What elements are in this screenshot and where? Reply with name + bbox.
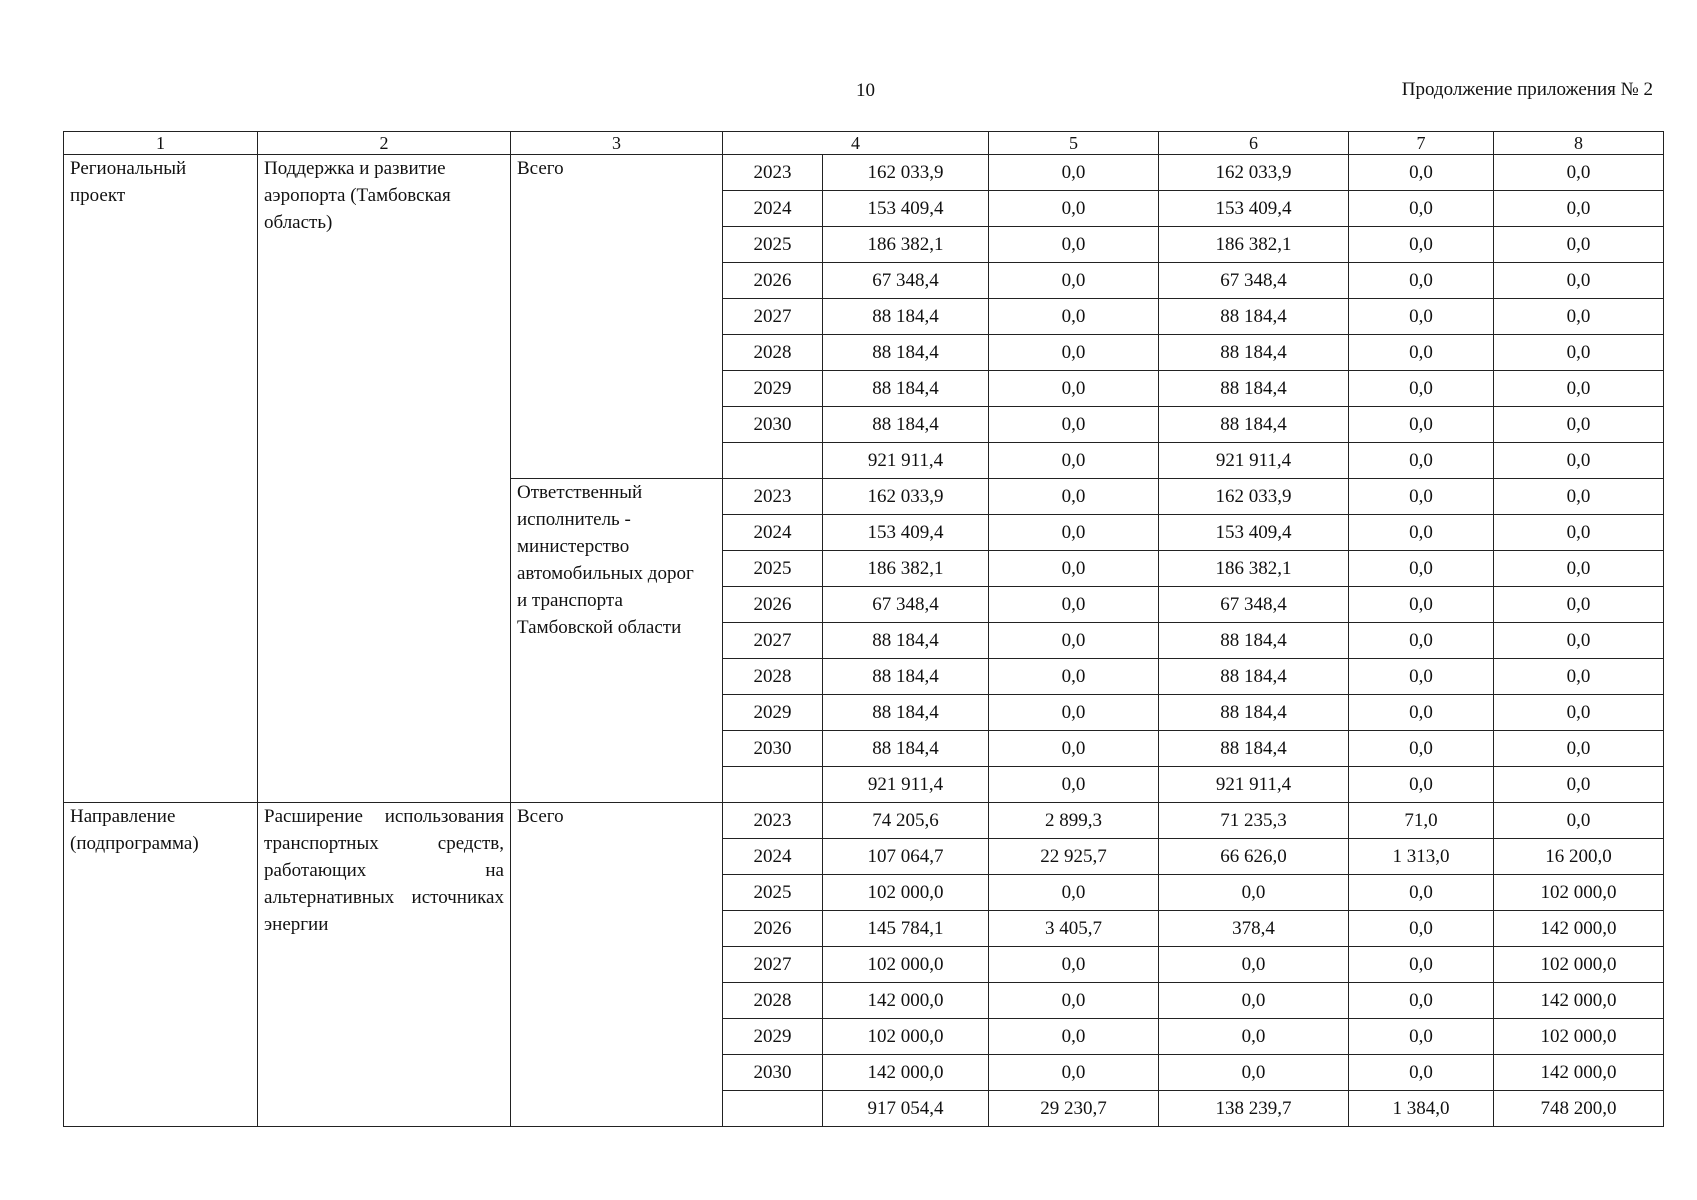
- executor-cell: Всего: [511, 803, 723, 1127]
- value-cell-5: 0,0: [989, 659, 1159, 695]
- value-cell-8: 0,0: [1494, 299, 1664, 335]
- value-cell-7: 0,0: [1349, 299, 1494, 335]
- header-row: [64, 132, 1664, 155]
- value-cell-7: 0,0: [1349, 227, 1494, 263]
- total-label-cell: [723, 767, 823, 803]
- value-cell-5: 2 899,3: [989, 803, 1159, 839]
- value-cell-8: 142 000,0: [1494, 1055, 1664, 1091]
- value-cell-5: 3 405,7: [989, 911, 1159, 947]
- value-cell-8: 0,0: [1494, 767, 1664, 803]
- value-cell-8: 0,0: [1494, 407, 1664, 443]
- year-cell: 2029: [723, 371, 823, 407]
- year-cell: 2025: [723, 227, 823, 263]
- value-cell-7: 0,0: [1349, 263, 1494, 299]
- value-cell-6: 153 409,4: [1159, 515, 1349, 551]
- value-cell-6: 88 184,4: [1159, 407, 1349, 443]
- value-cell-4: 88 184,4: [823, 695, 989, 731]
- value-cell-4: 145 784,1: [823, 911, 989, 947]
- value-cell-5: 0,0: [989, 263, 1159, 299]
- table-row: [64, 155, 1664, 191]
- value-cell-4: 102 000,0: [823, 947, 989, 983]
- value-cell-6: 67 348,4: [1159, 587, 1349, 623]
- year-cell: 2027: [723, 299, 823, 335]
- value-cell-7: 0,0: [1349, 371, 1494, 407]
- value-cell-7: 71,0: [1349, 803, 1494, 839]
- value-cell-7: 0,0: [1349, 1019, 1494, 1055]
- value-cell-4: 917 054,4: [823, 1091, 989, 1127]
- year-cell: 2024: [723, 191, 823, 227]
- value-cell-5: 0,0: [989, 767, 1159, 803]
- value-cell-7: 1 313,0: [1349, 839, 1494, 875]
- value-cell-4: 142 000,0: [823, 983, 989, 1019]
- value-cell-4: 186 382,1: [823, 227, 989, 263]
- value-cell-7: 1 384,0: [1349, 1091, 1494, 1127]
- value-cell-4: 153 409,4: [823, 191, 989, 227]
- value-cell-4: 107 064,7: [823, 839, 989, 875]
- year-cell: 2030: [723, 407, 823, 443]
- value-cell-6: 0,0: [1159, 1019, 1349, 1055]
- value-cell-6: 186 382,1: [1159, 551, 1349, 587]
- value-cell-5: 0,0: [989, 875, 1159, 911]
- value-cell-6: 88 184,4: [1159, 623, 1349, 659]
- value-cell-6: 138 239,7: [1159, 1091, 1349, 1127]
- value-cell-6: 162 033,9: [1159, 479, 1349, 515]
- value-cell-8: 0,0: [1494, 191, 1664, 227]
- executor-cell: Всего: [511, 155, 723, 479]
- year-cell: 2023: [723, 155, 823, 191]
- value-cell-7: 0,0: [1349, 875, 1494, 911]
- header-col-4: 4: [723, 132, 989, 155]
- value-cell-7: 0,0: [1349, 191, 1494, 227]
- value-cell-7: 0,0: [1349, 731, 1494, 767]
- year-cell: 2028: [723, 335, 823, 371]
- value-cell-4: 88 184,4: [823, 335, 989, 371]
- year-cell: 2028: [723, 659, 823, 695]
- year-cell: 2025: [723, 551, 823, 587]
- value-cell-6: 71 235,3: [1159, 803, 1349, 839]
- value-cell-7: 0,0: [1349, 947, 1494, 983]
- header-col-3: 3: [511, 132, 723, 155]
- page-number: 10: [856, 80, 875, 101]
- value-cell-5: 0,0: [989, 623, 1159, 659]
- executor-cell: Ответственный исполнитель - министерство автомобильных дорог и транспорта Тамбовской области: [511, 479, 723, 803]
- value-cell-5: 22 925,7: [989, 839, 1159, 875]
- financing-table: [63, 131, 1664, 1127]
- value-cell-7: 0,0: [1349, 1055, 1494, 1091]
- value-cell-5: 0,0: [989, 947, 1159, 983]
- year-cell: 2027: [723, 623, 823, 659]
- header-col-6: 6: [1159, 132, 1349, 155]
- value-cell-6: 88 184,4: [1159, 731, 1349, 767]
- section-title-cell: Расширение использования транспортных средств, работающих на альтернативных источниках энергии: [258, 803, 511, 1127]
- value-cell-8: 102 000,0: [1494, 875, 1664, 911]
- value-cell-7: 0,0: [1349, 515, 1494, 551]
- value-cell-7: 0,0: [1349, 659, 1494, 695]
- value-cell-6: 921 911,4: [1159, 443, 1349, 479]
- year-cell: 2028: [723, 983, 823, 1019]
- value-cell-4: 921 911,4: [823, 443, 989, 479]
- year-cell: 2026: [723, 587, 823, 623]
- year-cell: 2026: [723, 911, 823, 947]
- value-cell-5: 0,0: [989, 155, 1159, 191]
- value-cell-4: 88 184,4: [823, 731, 989, 767]
- value-cell-6: 67 348,4: [1159, 263, 1349, 299]
- value-cell-8: 0,0: [1494, 659, 1664, 695]
- year-cell: 2024: [723, 515, 823, 551]
- value-cell-4: 153 409,4: [823, 515, 989, 551]
- year-cell: 2023: [723, 803, 823, 839]
- value-cell-6: 0,0: [1159, 947, 1349, 983]
- year-cell: 2030: [723, 1055, 823, 1091]
- section-title-cell: Поддержка и развитие аэропорта (Тамбовская область): [258, 155, 511, 803]
- value-cell-6: 88 184,4: [1159, 335, 1349, 371]
- table-body: [64, 155, 1664, 1127]
- value-cell-6: 0,0: [1159, 1055, 1349, 1091]
- value-cell-8: 0,0: [1494, 371, 1664, 407]
- value-cell-8: 0,0: [1494, 155, 1664, 191]
- value-cell-8: 0,0: [1494, 515, 1664, 551]
- value-cell-5: 0,0: [989, 335, 1159, 371]
- value-cell-7: 0,0: [1349, 911, 1494, 947]
- value-cell-7: 0,0: [1349, 479, 1494, 515]
- value-cell-8: 0,0: [1494, 443, 1664, 479]
- value-cell-6: 88 184,4: [1159, 659, 1349, 695]
- value-cell-4: 102 000,0: [823, 875, 989, 911]
- value-cell-4: 162 033,9: [823, 479, 989, 515]
- value-cell-8: 102 000,0: [1494, 1019, 1664, 1055]
- value-cell-7: 0,0: [1349, 587, 1494, 623]
- value-cell-5: 0,0: [989, 443, 1159, 479]
- value-cell-4: 142 000,0: [823, 1055, 989, 1091]
- value-cell-8: 0,0: [1494, 695, 1664, 731]
- value-cell-4: 74 205,6: [823, 803, 989, 839]
- value-cell-5: 0,0: [989, 983, 1159, 1019]
- value-cell-5: 0,0: [989, 551, 1159, 587]
- value-cell-4: 162 033,9: [823, 155, 989, 191]
- value-cell-8: 0,0: [1494, 731, 1664, 767]
- value-cell-7: 0,0: [1349, 623, 1494, 659]
- header-col-1: 1: [64, 132, 258, 155]
- value-cell-7: 0,0: [1349, 335, 1494, 371]
- value-cell-8: 0,0: [1494, 587, 1664, 623]
- value-cell-5: 0,0: [989, 227, 1159, 263]
- value-cell-7: 0,0: [1349, 551, 1494, 587]
- year-cell: 2025: [723, 875, 823, 911]
- value-cell-4: 88 184,4: [823, 371, 989, 407]
- section-type-cell: Региональный проект: [64, 155, 258, 803]
- value-cell-4: 67 348,4: [823, 263, 989, 299]
- table-row: [64, 803, 1664, 839]
- value-cell-8: 0,0: [1494, 623, 1664, 659]
- value-cell-6: 162 033,9: [1159, 155, 1349, 191]
- value-cell-8: 16 200,0: [1494, 839, 1664, 875]
- year-cell: 2024: [723, 839, 823, 875]
- value-cell-5: 0,0: [989, 1019, 1159, 1055]
- value-cell-4: 67 348,4: [823, 587, 989, 623]
- value-cell-8: 0,0: [1494, 263, 1664, 299]
- value-cell-8: 748 200,0: [1494, 1091, 1664, 1127]
- value-cell-8: 0,0: [1494, 479, 1664, 515]
- value-cell-6: 921 911,4: [1159, 767, 1349, 803]
- value-cell-7: 0,0: [1349, 407, 1494, 443]
- value-cell-7: 0,0: [1349, 983, 1494, 1019]
- appendix-continuation-label: Продолжение приложения № 2: [1401, 79, 1653, 100]
- value-cell-8: 0,0: [1494, 227, 1664, 263]
- year-cell: 2026: [723, 263, 823, 299]
- value-cell-4: 102 000,0: [823, 1019, 989, 1055]
- value-cell-4: 88 184,4: [823, 407, 989, 443]
- value-cell-7: 0,0: [1349, 767, 1494, 803]
- value-cell-4: 921 911,4: [823, 767, 989, 803]
- value-cell-6: 88 184,4: [1159, 299, 1349, 335]
- value-cell-6: 378,4: [1159, 911, 1349, 947]
- value-cell-5: 0,0: [989, 695, 1159, 731]
- value-cell-5: 0,0: [989, 299, 1159, 335]
- value-cell-8: 0,0: [1494, 551, 1664, 587]
- value-cell-8: 102 000,0: [1494, 947, 1664, 983]
- value-cell-8: 0,0: [1494, 803, 1664, 839]
- value-cell-5: 0,0: [989, 587, 1159, 623]
- header-col-5: 5: [989, 132, 1159, 155]
- header-col-7: 7: [1349, 132, 1494, 155]
- value-cell-7: 0,0: [1349, 695, 1494, 731]
- year-cell: 2029: [723, 1019, 823, 1055]
- value-cell-5: 0,0: [989, 371, 1159, 407]
- value-cell-8: 142 000,0: [1494, 983, 1664, 1019]
- value-cell-6: 88 184,4: [1159, 371, 1349, 407]
- year-cell: 2030: [723, 731, 823, 767]
- year-cell: 2029: [723, 695, 823, 731]
- year-cell: 2023: [723, 479, 823, 515]
- value-cell-5: 0,0: [989, 515, 1159, 551]
- value-cell-4: 88 184,4: [823, 299, 989, 335]
- value-cell-6: 66 626,0: [1159, 839, 1349, 875]
- total-label-cell: [723, 443, 823, 479]
- value-cell-5: 29 230,7: [989, 1091, 1159, 1127]
- year-cell: 2027: [723, 947, 823, 983]
- value-cell-7: 0,0: [1349, 443, 1494, 479]
- section-type-cell: Направление (подпрограмма): [64, 803, 258, 1127]
- header-col-8: 8: [1494, 132, 1664, 155]
- value-cell-5: 0,0: [989, 731, 1159, 767]
- value-cell-4: 186 382,1: [823, 551, 989, 587]
- value-cell-6: 153 409,4: [1159, 191, 1349, 227]
- value-cell-5: 0,0: [989, 191, 1159, 227]
- header-col-2: 2: [258, 132, 511, 155]
- value-cell-5: 0,0: [989, 407, 1159, 443]
- value-cell-4: 88 184,4: [823, 659, 989, 695]
- value-cell-6: 88 184,4: [1159, 695, 1349, 731]
- total-label-cell: [723, 1091, 823, 1127]
- value-cell-5: 0,0: [989, 1055, 1159, 1091]
- value-cell-6: 0,0: [1159, 875, 1349, 911]
- value-cell-8: 142 000,0: [1494, 911, 1664, 947]
- value-cell-6: 0,0: [1159, 983, 1349, 1019]
- value-cell-7: 0,0: [1349, 155, 1494, 191]
- value-cell-5: 0,0: [989, 479, 1159, 515]
- value-cell-8: 0,0: [1494, 335, 1664, 371]
- value-cell-4: 88 184,4: [823, 623, 989, 659]
- value-cell-6: 186 382,1: [1159, 227, 1349, 263]
